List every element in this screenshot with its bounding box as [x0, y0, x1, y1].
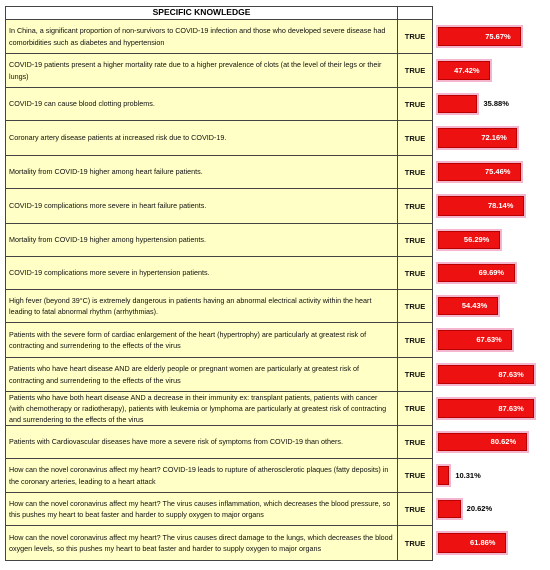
bar — [438, 500, 461, 518]
statement-cell — [5, 53, 398, 88]
statement-text: Mortality from COVID-19 higher among heart failure patients. — [9, 167, 203, 177]
statement-cell — [5, 458, 398, 493]
statement-cell — [5, 289, 398, 323]
bar-value-label: 56.29% — [463, 235, 490, 244]
answer-cell: TRUE — [397, 391, 433, 426]
knowledge-table — [5, 6, 435, 564]
bar-value-label: 10.31% — [455, 470, 481, 480]
statement-text: Mortality from COVID-19 higher among hypertension patients. — [9, 235, 206, 245]
answer-cell: TRUE — [397, 525, 433, 561]
statement-text: COVID-19 complications more severe in heart failure patients. — [9, 201, 207, 211]
bar-track — [435, 458, 545, 492]
statement-cell — [5, 120, 398, 156]
statement-text: Coronary artery disease patients at increased risk due to COVID-19. — [9, 133, 227, 143]
bar-value-label: 54.43% — [461, 301, 488, 310]
answer-cell: TRUE — [397, 425, 433, 459]
answer-cell: TRUE — [397, 357, 433, 392]
bar-value-label: 69.69% — [478, 268, 505, 277]
statement-cell — [5, 155, 398, 189]
bar-value-label: 72.16% — [481, 133, 507, 142]
bar-value-label: 35.88% — [483, 99, 509, 108]
statement-text: In China, a significant proportion of non-survivors to COVID-19 infection and those who developed severe disease had comorbidities such as diabetes and hypertension — [9, 26, 386, 47]
bar-value-label: 67.63% — [476, 335, 502, 344]
answer-cell: TRUE — [397, 120, 433, 156]
answer-cell: TRUE — [397, 458, 433, 493]
statement-text: How can the novel coronavirus affect my heart? The virus causes direct damage to the lungs, which decreases the blood oxygen levels, so this pushes my heart to beat faster and harder to supply oxygen to major organs — [9, 532, 393, 553]
statement-text: COVID-19 patients present a higher mortality rate due to a higher prevalence of clots (at the level of their legs or their lungs) — [9, 60, 382, 81]
statement-text: How can the novel coronavirus affect my heart? The virus causes inflammation, which decreases the blood pressure, so this pushes my heart to beat faster and harder to supply oxygen to major organs — [9, 498, 391, 519]
bar — [438, 466, 449, 485]
statement-cell — [5, 256, 398, 290]
answer-cell: TRUE — [397, 223, 433, 257]
bar-value-label: 75.46% — [485, 167, 511, 176]
statement-cell — [5, 391, 398, 426]
bar-value-label: 80.62% — [490, 437, 517, 446]
statement-text: Patients with the severe form of cardiac enlargement of the heart (hypertrophy) are particularly at greatest risk of contracting and surrendering to the effects of the virus — [9, 329, 367, 350]
table-header-answer — [397, 6, 433, 20]
answer-cell: TRUE — [397, 53, 433, 88]
statement-cell — [5, 492, 398, 526]
answer-cell: TRUE — [397, 19, 433, 54]
answer-cell: TRUE — [397, 188, 433, 224]
answer-cell: TRUE — [397, 492, 433, 526]
statement-cell — [5, 188, 398, 224]
bar-value-label: 75.67% — [485, 31, 511, 41]
statement-cell — [5, 87, 398, 121]
statement-text: High fever (beyond 39°C) is extremely dangerous in patients having an abnormal electrical activity within the heart leading to fatal abnormal rhythm (arrhythmias). — [9, 295, 372, 316]
bar-value-label: 61.86% — [470, 538, 496, 547]
statement-text: How can the novel coronavirus affect my heart? COVID-19 leads to rupture of atherosclerotic plaques (fatty deposits) in the coronary arteries, leading to a heart attack — [9, 465, 389, 486]
statement-text: Patients with Cardiovascular diseases have more a severe risk of symptoms from COVID-19 than others. — [9, 437, 343, 447]
statement-cell — [5, 525, 398, 561]
table-header-specific-knowledge: SPECIFIC KNOWLEDGE — [5, 6, 398, 20]
statement-text: COVID-19 complications more severe in hypertension patients. — [9, 268, 210, 278]
bar-value-label: 47.42% — [454, 65, 480, 75]
percentage-bar-chart — [435, 6, 547, 564]
statement-text: Patients who have heart disease AND are elderly people or pregnant women are particularly at greatest risk of contracting and surrendering to the effects of the virus — [9, 364, 359, 385]
statement-cell — [5, 223, 398, 257]
answer-cell: TRUE — [397, 289, 433, 323]
answer-cell: TRUE — [397, 322, 433, 358]
statement-cell — [5, 357, 398, 392]
bar-value-label: 78.14% — [487, 201, 514, 210]
answer-cell: TRUE — [397, 87, 433, 121]
bar-value-label: 87.63% — [498, 403, 524, 413]
statement-text: COVID-19 can cause blood clotting problems. — [9, 99, 155, 109]
bar-value-label: 20.62% — [466, 504, 493, 513]
bar-value-label: 87.63% — [498, 369, 524, 379]
bar — [438, 95, 477, 113]
statement-cell — [5, 322, 398, 358]
statement-cell — [5, 425, 398, 459]
statement-cell — [5, 19, 398, 54]
statement-text: Patients who have both heart disease AND a decrease in their immunity ex: transplant patients, patients with cancer (with chemotherapy or radiotherapy), patients with leukemia or lymphoma are particularly at greatest risk of contracting and surrendering to the effects of the virus — [9, 392, 387, 425]
answer-cell: TRUE — [397, 155, 433, 189]
answer-cell: TRUE — [397, 256, 433, 290]
